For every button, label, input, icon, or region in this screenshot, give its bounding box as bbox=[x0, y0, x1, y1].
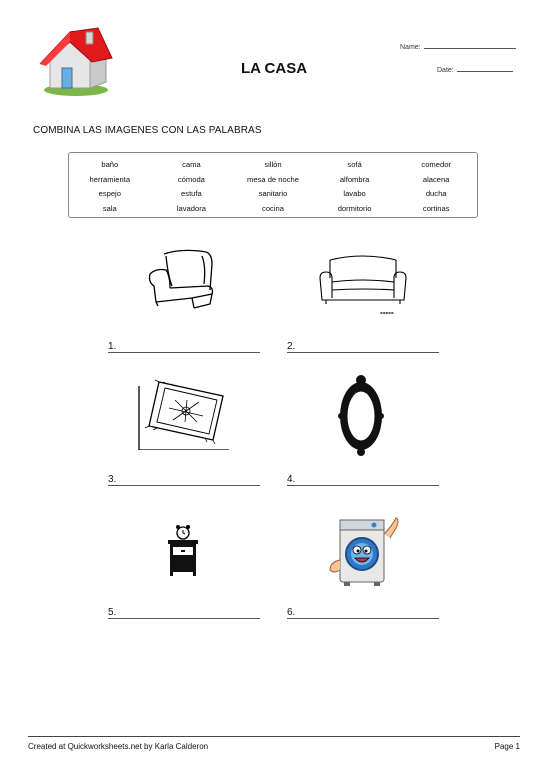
nightstand-picture bbox=[166, 524, 200, 576]
word-bank-item: lavadora bbox=[176, 203, 206, 213]
sofa-picture bbox=[316, 248, 410, 320]
word-bank-item: lavabo bbox=[343, 189, 366, 198]
word-bank-item: baño bbox=[101, 160, 119, 169]
word-bank bbox=[68, 152, 478, 218]
word-bank-item: sofá bbox=[347, 160, 362, 169]
footer-credit: Created at Quickworksheets.net by Karla Calderon bbox=[28, 742, 209, 751]
washing-machine-picture bbox=[324, 512, 402, 588]
page-number: Page 1 bbox=[494, 742, 520, 751]
armchair-picture bbox=[146, 246, 218, 316]
word-bank-item: ducha bbox=[425, 189, 447, 198]
svg-text:▪▪▪▪▪: ▪▪▪▪▪ bbox=[380, 310, 394, 315]
answer-number-4: 4. bbox=[287, 474, 296, 485]
date-field[interactable] bbox=[437, 64, 513, 74]
answer-field-2[interactable] bbox=[287, 341, 295, 352]
name-label: Name: bbox=[400, 44, 421, 51]
footer-divider bbox=[28, 736, 520, 737]
word-bank-item: alacena bbox=[422, 174, 450, 184]
word-bank-item: cama bbox=[182, 160, 201, 169]
word-bank-item: cómoda bbox=[177, 174, 205, 184]
mirror-picture bbox=[338, 374, 384, 456]
house-logo bbox=[36, 20, 114, 98]
word-bank-item: comedor bbox=[421, 160, 451, 169]
answer-field-1[interactable] bbox=[108, 341, 116, 352]
answer-number-6: 6. bbox=[287, 607, 296, 618]
answer-field-5[interactable] bbox=[108, 607, 116, 618]
date-label: Date: bbox=[437, 67, 454, 74]
word-bank-item: sanitario bbox=[258, 189, 288, 198]
answer-field-6[interactable] bbox=[287, 607, 295, 618]
word-bank-item: herramienta bbox=[89, 174, 131, 184]
answer-field-3[interactable] bbox=[108, 474, 116, 485]
word-bank-item: cocina bbox=[262, 203, 284, 213]
answer-number-3: 3. bbox=[108, 474, 117, 485]
answer-number-2: 2. bbox=[287, 341, 296, 352]
name-field[interactable] bbox=[400, 41, 516, 51]
rug-picture bbox=[137, 378, 229, 450]
answer-number-1: 1. bbox=[108, 341, 117, 352]
word-bank-item: mesa de noche bbox=[247, 174, 299, 184]
instructions: COMBINA LAS IMAGENES CON LAS PALABRAS bbox=[33, 125, 262, 136]
word-bank-item: cortinas bbox=[422, 203, 450, 213]
word-bank-item: espejo bbox=[98, 189, 121, 198]
word-bank-item: estufa bbox=[181, 189, 202, 198]
word-bank-item: alfombra bbox=[339, 174, 370, 184]
page-title: LA CASA bbox=[240, 60, 308, 77]
word-bank-item: sala bbox=[102, 203, 117, 213]
answer-number-5: 5. bbox=[108, 607, 117, 618]
answer-field-4[interactable] bbox=[287, 474, 295, 485]
word-bank-item: dormitorio bbox=[337, 203, 372, 213]
word-bank-item: sillón bbox=[264, 160, 282, 169]
